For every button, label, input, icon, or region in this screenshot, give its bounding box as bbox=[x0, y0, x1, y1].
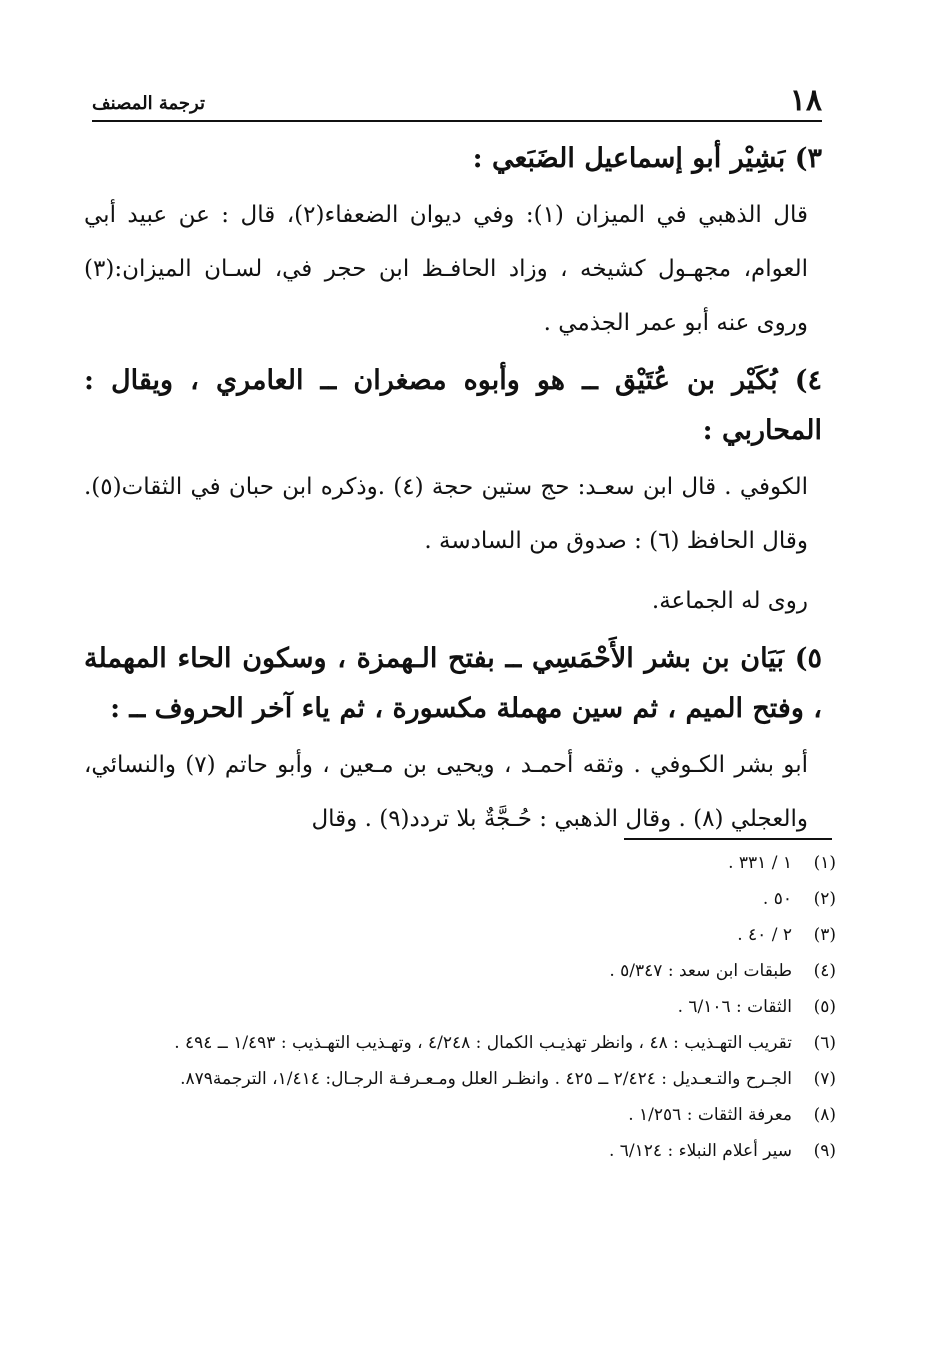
footnotes bbox=[92, 848, 836, 1172]
main-text bbox=[84, 128, 822, 846]
entry-body: أبو بشر الكـوفي . وثقه أحمـد ، ويحيى بن مـعين ، وأبو حاتم (٧) والنسائي، والعجلي (٨) . وقال الذهبي : حُـجَّةٌ بلا تردد(٩) . وقال bbox=[84, 752, 808, 832]
footnote-number: (٤) bbox=[813, 961, 836, 981]
entry-heading: ٣) بَشِيْر أبو إسماعيل الضَبَعي : bbox=[472, 143, 822, 174]
footnote bbox=[92, 884, 836, 914]
entry-5 bbox=[84, 634, 822, 846]
footnote-number: (٨) bbox=[813, 1105, 836, 1125]
page-header bbox=[92, 78, 822, 122]
footnote-number: (٩) bbox=[813, 1141, 836, 1161]
footnote-text: ١ / ٣٣١ . bbox=[728, 853, 792, 873]
footnote bbox=[92, 992, 836, 1022]
footnote-text: سير أعلام النبلاء : ٦/١٢٤ . bbox=[608, 1141, 792, 1161]
running-title: ترجمة المصنف bbox=[92, 93, 205, 114]
footnote-text: ٢ / ٤٠ . bbox=[737, 925, 792, 945]
entry-body-note: روى له الجماعة. bbox=[651, 588, 808, 614]
footnote bbox=[92, 1064, 836, 1094]
footnote-number: (٦) bbox=[813, 1033, 836, 1053]
footnote-number: (٧) bbox=[813, 1069, 836, 1089]
footnote bbox=[92, 1028, 836, 1058]
footnote bbox=[92, 956, 836, 986]
footnote-separator bbox=[624, 838, 832, 840]
footnote bbox=[92, 920, 836, 950]
footnote-number: (٥) bbox=[813, 997, 836, 1017]
footnote bbox=[92, 1100, 836, 1130]
footnote-number: (٢) bbox=[813, 889, 836, 909]
page-number: ١٨ bbox=[789, 83, 822, 118]
footnote-text: الثقات : ٦/١٠٦ . bbox=[677, 997, 792, 1017]
footnote-text: تقريب التهـذيب : ٤٨ ، وانظر تهذيـب الكمال : ٤/٢٤٨ ، وتهـذيب التهـذيب : ١/٤٩٣ ــ ٤٩٤ . bbox=[174, 1033, 792, 1053]
footnote-text: الجـرح والتـعـديل : ٢/٤٢٤ ــ ٤٢٥ . وانظـر العلل ومـعـرفـة الرجـال: ١/٤١٤، الترجمة٨٧٩. bbox=[180, 1069, 792, 1089]
entry-body: قال الذهبي في الميزان (١): وفي ديوان الضعفاء(٢)، قال : عن عبيد أبي العوام، مجهـول كشيخه ، وزاد الحافـظ ابن حجر في، لسـان الميزان:(٣) وروى عنه أبو عمر الجذمي . bbox=[84, 202, 808, 336]
entry-4 bbox=[84, 356, 822, 628]
footnote bbox=[92, 848, 836, 878]
entry-3 bbox=[84, 134, 822, 350]
entry-heading: ٥) بَيَان بن بشر الأَحْمَسِي ــ بفتح الـهمزة ، وسكون الحاء المهملة ، وفتح الميم ، ثم سين مهملة مكسورة ، ثم ياء آخر الحروف ــ : bbox=[84, 643, 822, 724]
footnote-text: معرفة الثقات : ١/٢٥٦ . bbox=[628, 1105, 792, 1125]
footnote-text: طبقات ابن سعد : ٥/٣٤٧ . bbox=[609, 961, 792, 981]
footnote-text: ٥٠ . bbox=[762, 889, 792, 909]
footnote-number: (١) bbox=[813, 853, 836, 873]
footnote-number: (٣) bbox=[813, 925, 836, 945]
entry-body: الكوفي . قال ابن سعـد: حج ستين حجة (٤) .وذكره ابن حبان في الثقات(٥). وقال الحافظ (٦) : صدوق من السادسة . bbox=[84, 474, 808, 554]
footnote bbox=[92, 1136, 836, 1166]
entry-heading: ٤) بُكَيْر بن عُتَيْق ــ هو وأبوه مصغران ــ العامري ، ويقال : المحاربي : bbox=[84, 365, 822, 446]
